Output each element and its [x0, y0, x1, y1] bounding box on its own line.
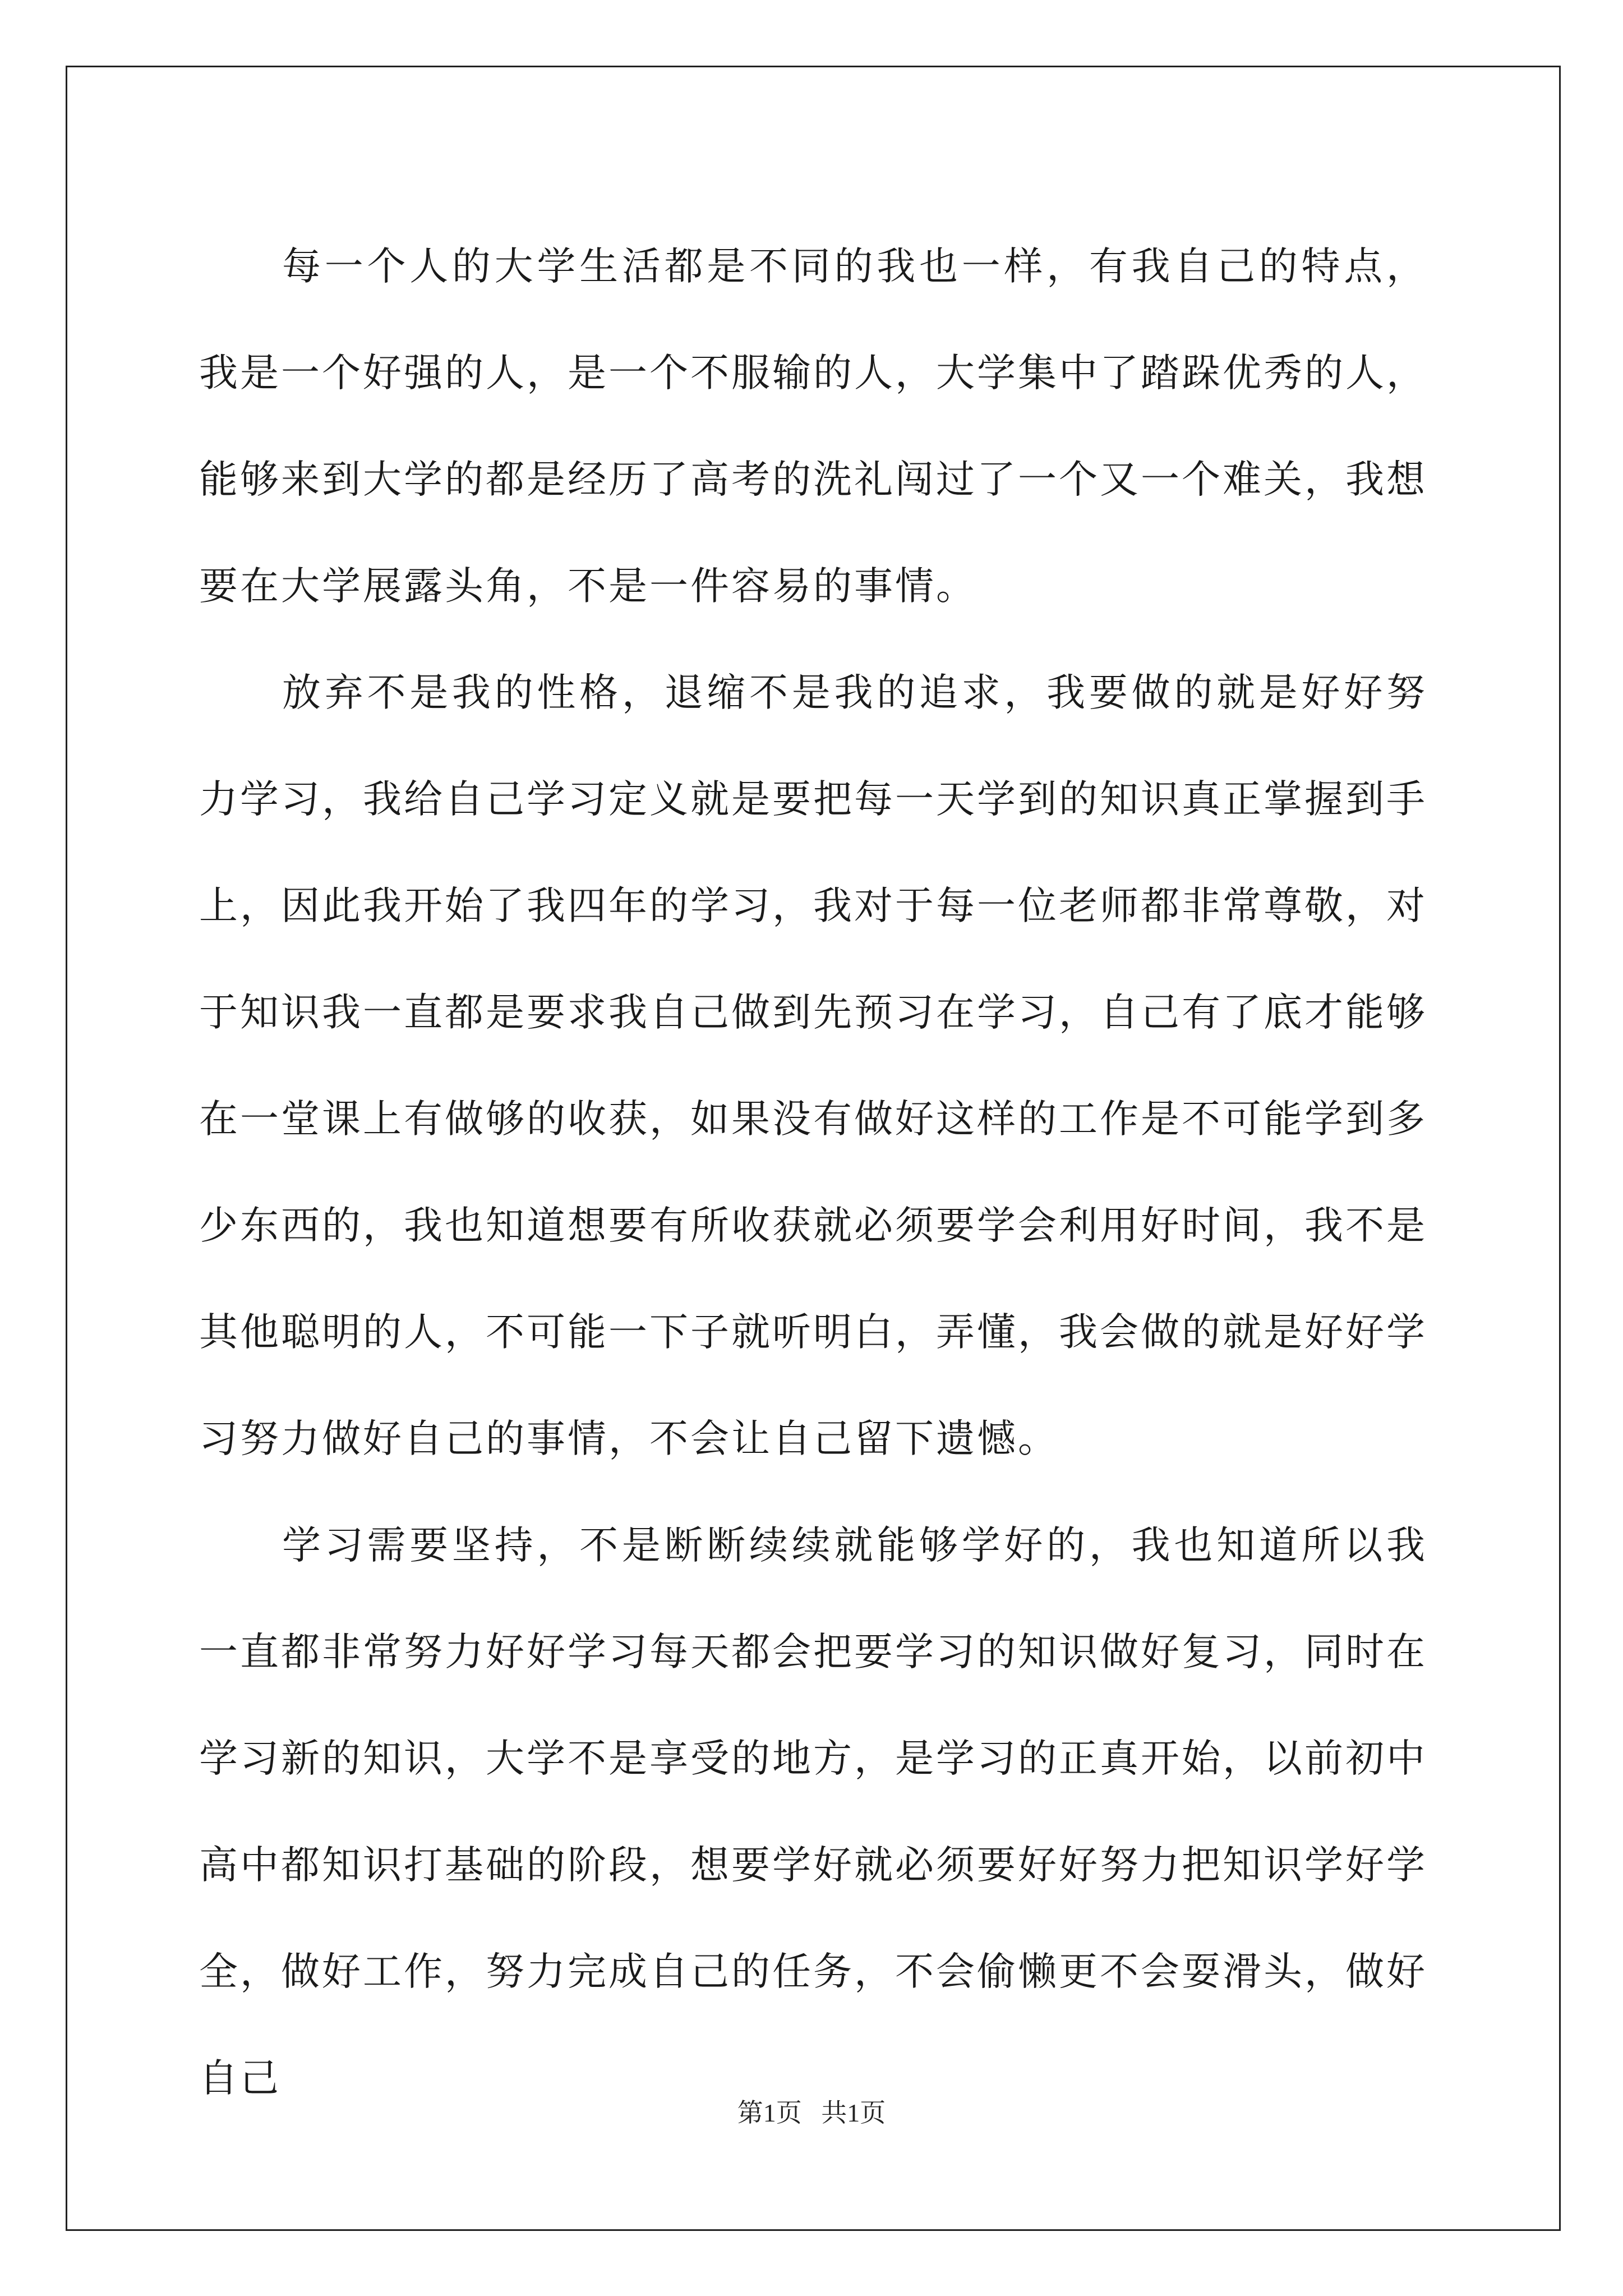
document-body — [199, 213, 1427, 2132]
paragraph-1: 每一个人的大学生活都是不同的我也一样，有我自己的特点，我是一个好强的人，是一个不服输的人，大学集中了踏跺优秀的人，能够来到大学的都是经历了高考的洗礼闯过了一个又一个难关，我想要在大学展露头角，不是一件容易的事情。 — [199, 244, 1427, 609]
paragraph-2: 放弃不是我的性格，退缩不是我的追求，我要做的就是好好努力学习，我给自己学习定义就是要把每一天学到的知识真正掌握到手上，因此我开始了我四年的学习，我对于每一位老师都非常尊敬，对于知识我一直都是要求我自己做到先预习在学习，自己有了底才能够在一堂课上有做够的收获，如果没有做好这样的工作是不可能学到多少东西的，我也知道想要有所收获就必须要学会利用好时间，我不是其他聪明的人，不可能一下子就听明白，弄懂，我会做的就是好好学习努力做好自己的事情，不会让自己留下遗憾。 — [199, 670, 1427, 1461]
page-total: 共1页 — [821, 2099, 886, 2127]
page-footer — [0, 2092, 1623, 2129]
page-number: 第1页 — [737, 2099, 802, 2127]
paragraph-3: 学习需要坚持，不是断断续续就能够学好的，我也知道所以我一直都非常努力好好学习每天都会把要学习的知识做好复习，同时在学习新的知识，大学不是享受的地方，是学习的正真开始，以前初中高中都知识打基础的阶段，想要学好就必须要好好努力把知识学好学全，做好工作，努力完成自己的任务，不会偷懒更不会耍滑头，做好自己 — [199, 1523, 1427, 2101]
